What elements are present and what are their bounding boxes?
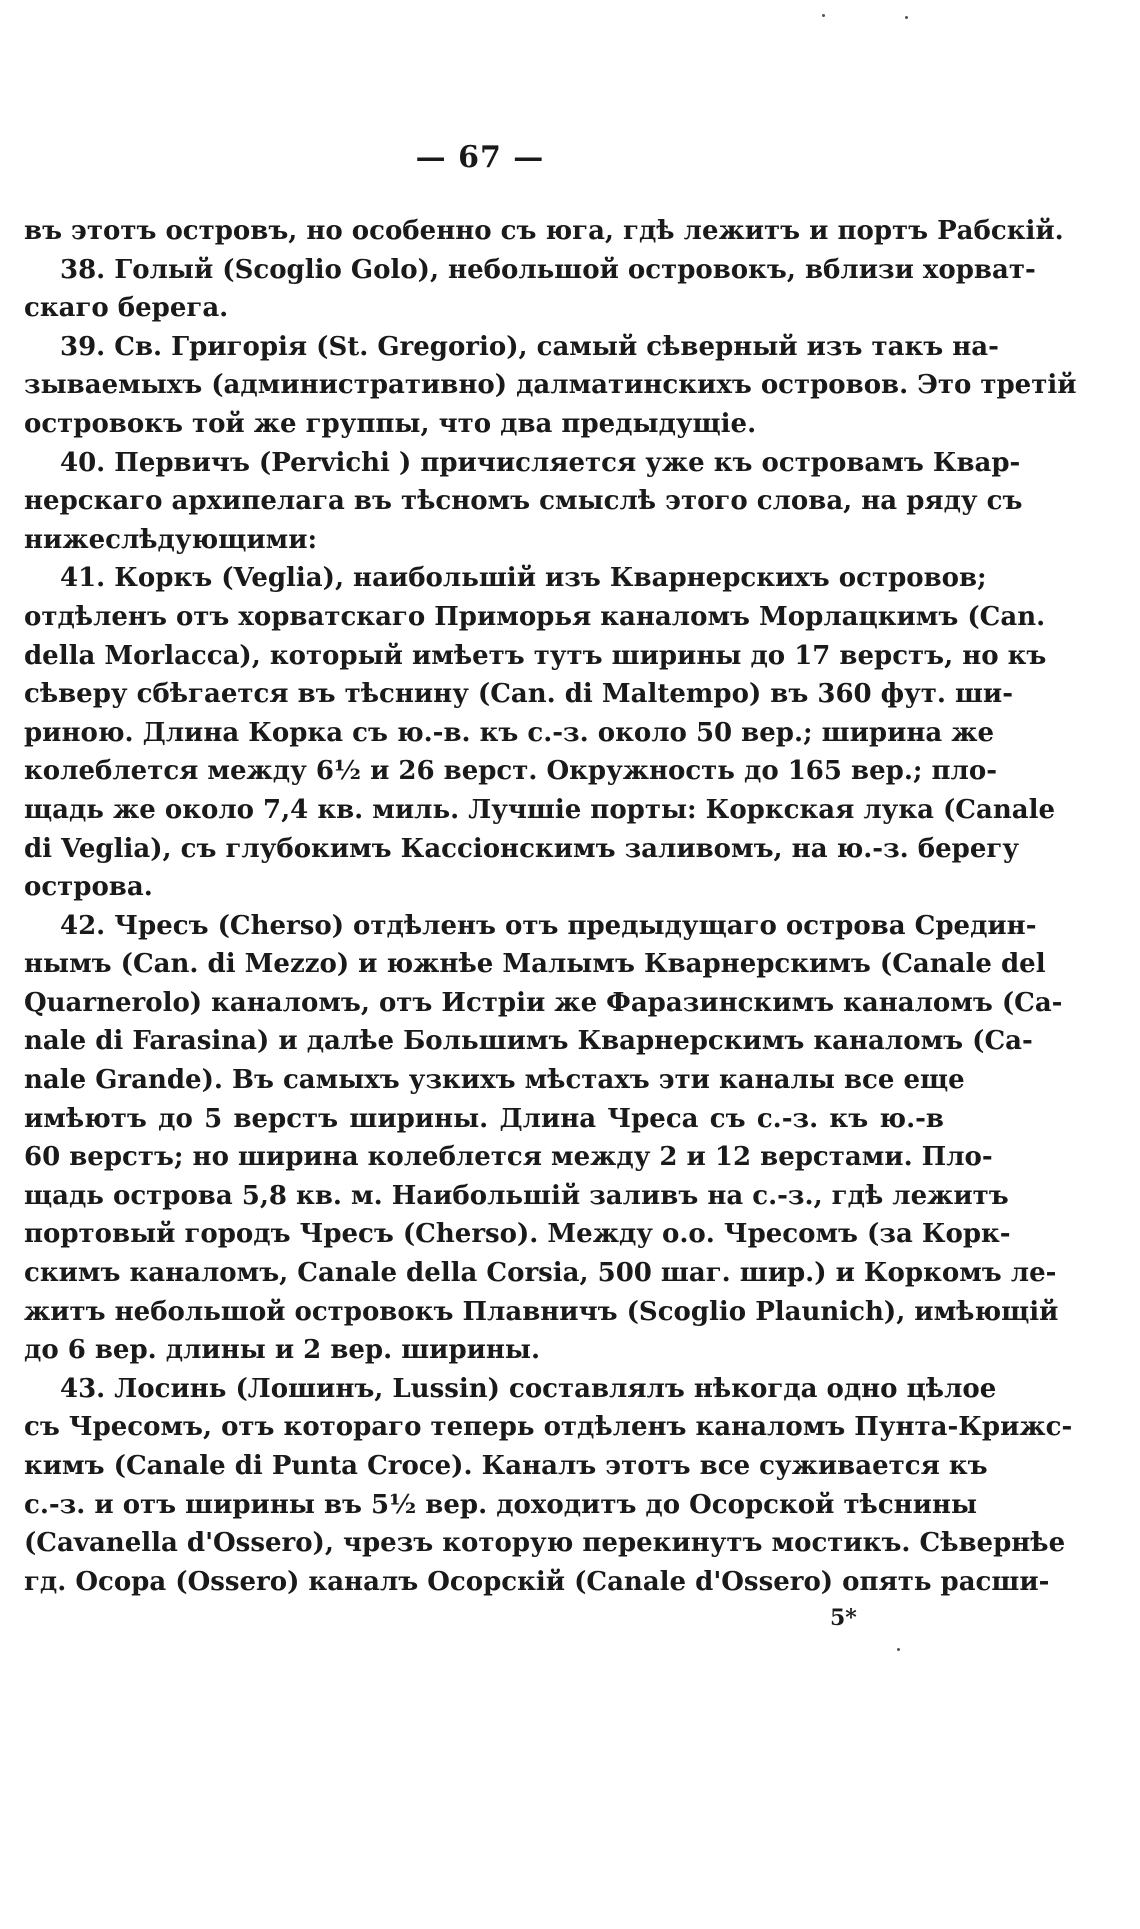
text-line: 38. Голый (Scoglio Golo), небольшой островокъ, вблизи хорват- xyxy=(60,254,1036,285)
text-line: въ этотъ островъ, но особенно съ юга, гдѣ лежитъ и портъ Рабскій. xyxy=(24,216,1064,246)
body-text xyxy=(24,212,1077,1601)
text-line: скаго берега. xyxy=(24,293,229,324)
text-line: житъ небольшой островокъ Плавничъ (Scoglio Plaunich), имѣющій xyxy=(24,1296,1059,1327)
text-line: nale Grande). Въ самыхъ узкихъ мѣстахъ эти каналы все еще xyxy=(24,1065,965,1096)
text-line: кимъ (Canale di Punta Croce). Каналъ этотъ все суживается къ xyxy=(24,1451,988,1481)
text-line: острова. xyxy=(24,872,153,903)
text-line: с.-з. и отъ ширины въ 5½ вер. доходитъ до Осорской тѣснины xyxy=(24,1489,978,1520)
text-line: до 6 вер. длины и 2 вер. ширины. xyxy=(24,1335,541,1366)
text-line: островокъ той же группы, что два предыдущіе. xyxy=(24,408,757,439)
paper-speck xyxy=(822,14,825,17)
text-line: сѣверу сбѣгается въ тѣснину (Can. di Maltempo) въ 360 фут. ши- xyxy=(24,679,1014,710)
text-line: di Veglia), съ глубокимъ Кассіонскимъ заливомъ, на ю.-з. берегу xyxy=(24,833,1019,864)
text-line: скимъ каналомъ, Canale della Corsia, 500 шаг. шир.) и Коркомъ ле- xyxy=(24,1258,1057,1289)
text-line: нерскаго архипелага въ тѣсномъ смыслѣ этого слова, на ряду съ xyxy=(24,486,1023,517)
text-line: портовый городъ Чресъ (Cherso). Между о.о. Чресомъ (за Корк- xyxy=(24,1219,1011,1250)
text-line: имѣютъ до 5 верстъ ширины. Длина Чреса съ с.-з. къ ю.-в xyxy=(24,1103,944,1134)
text-line: Quarnerolo) каналомъ, отъ Истріи же Фаразинскимъ каналомъ (Ca- xyxy=(24,987,1063,1018)
paper-speck xyxy=(897,1648,900,1651)
text-line: риною. Длина Корка съ ю.-в. къ с.-з. около 50 вер.; ширина же xyxy=(24,717,995,748)
paper-speck xyxy=(905,16,908,19)
text-line: 41. Коркъ (Veglia), наибольшій изъ Кварнерскихъ островов; xyxy=(60,563,987,594)
text-line: 60 верстъ; но ширина колеблется между 2 и 12 верстами. Пло- xyxy=(24,1142,993,1173)
text-line: отдѣленъ отъ хорватскаго Приморья каналомъ Морлацкимъ (Can. xyxy=(24,601,1046,632)
text-line: съ Чресомъ, отъ котораго теперь отдѣленъ каналомъ Пунта-Крижс- xyxy=(24,1412,1073,1443)
text-line: гд. Осора (Ossero) каналъ Осорскій (Canale d'Ossero) опять расши- xyxy=(24,1566,1050,1597)
text-line: нымъ (Can. di Mezzo) и южнѣе Малымъ Кварнерскимъ (Canale del xyxy=(24,949,1046,980)
text-line: della Morlacca), который имѣетъ тутъ ширины до 17 верстъ, но къ xyxy=(24,640,1047,671)
text-line: колеблется между 6½ и 26 верст. Окружность до 165 вер.; пло- xyxy=(24,756,998,787)
text-line: 42. Чресъ (Cherso) отдѣленъ отъ предыдущаго острова Средин- xyxy=(60,910,1037,941)
text-line: щадь же около 7,4 кв. миль. Лучшіе порты: Коркская лука (Canale xyxy=(24,794,1055,825)
text-line: 40. Первичъ (Pervichi ) причисляется уже къ островамъ Квар- xyxy=(60,447,1021,478)
text-line: нижеслѣдующими: xyxy=(24,524,318,555)
text-line: 43. Лосинь (Лошинъ, Lussin) составлялъ нѣкогда одно цѣлое xyxy=(60,1373,997,1404)
page-number: — 67 — xyxy=(415,140,545,175)
signature-mark: 5* xyxy=(830,1605,857,1631)
text-line: зываемыхъ (административно) далматинскихъ островов. Это третій xyxy=(24,370,1077,401)
text-line: щадь острова 5,8 кв. м. Наибольшій заливъ на с.-з., гдѣ лежитъ xyxy=(24,1180,1009,1211)
text-line: nale di Farasina) и далѣе Большимъ Кварнерскимъ каналомъ (Ca- xyxy=(24,1026,1033,1057)
text-line: (Cavanella d'Ossero), чрезъ которую перекинутъ мостикъ. Сѣвернѣе xyxy=(24,1528,1066,1559)
text-line: 39. Св. Григорія (St. Gregorio), самый сѣверный изъ такъ на- xyxy=(60,331,999,362)
